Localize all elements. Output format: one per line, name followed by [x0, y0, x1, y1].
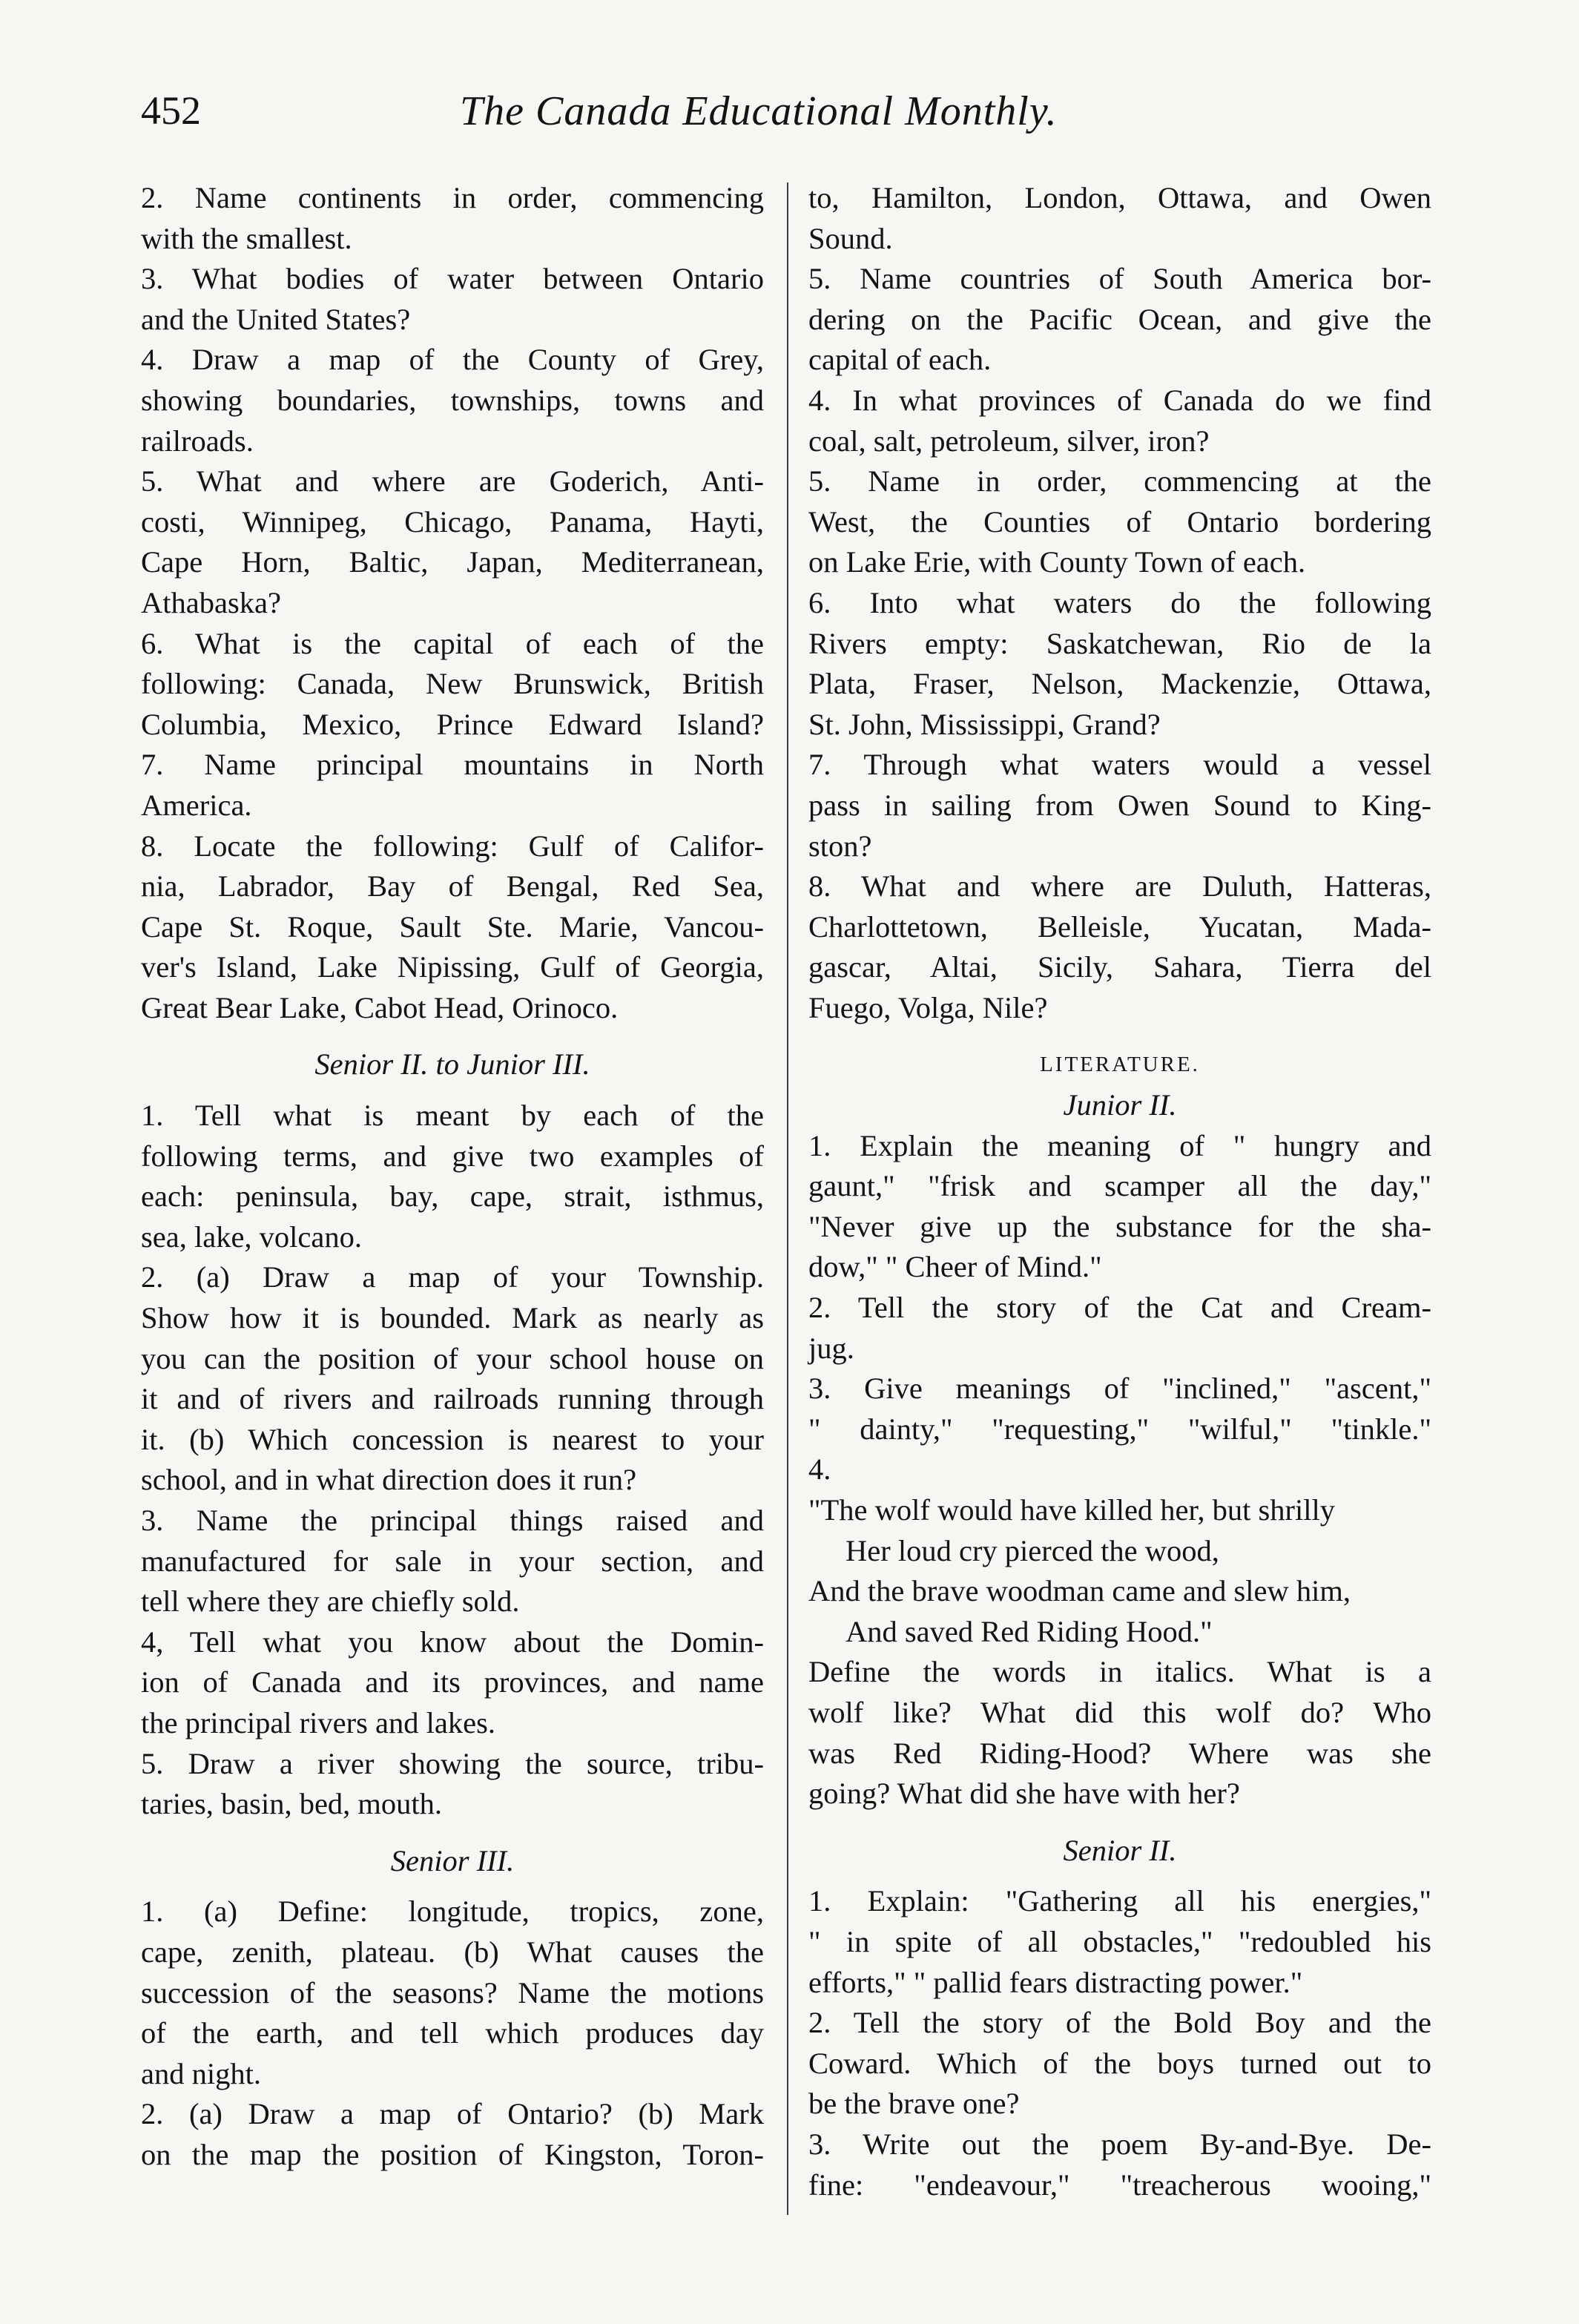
text-line: wolf like? What did this wolf do? Who — [808, 1695, 1431, 1729]
text-line: Athabaska? — [141, 585, 281, 619]
section-heading: Junior II. — [1063, 1088, 1177, 1122]
section-spacer — [808, 1028, 1431, 1044]
text-line: Columbia, Mexico, Prince Edward Island? — [141, 707, 764, 741]
text-line: 8. Locate the following: Gulf of Califor- — [141, 829, 764, 863]
text-line: 3. Write out the poem By-and-Bye. De- — [808, 2127, 1431, 2161]
text-line: " in spite of all obstacles," "redoubled his — [808, 1924, 1431, 1958]
text-line: West, the Counties of Ontario bordering — [808, 504, 1431, 539]
text-line: nia, Labrador, Bay of Bengal, Red Sea, — [141, 869, 764, 903]
text-line: And saved Red Riding Hood." — [845, 1614, 1213, 1648]
text-line: Fuego, Volga, Nile? — [808, 990, 1048, 1024]
text-line: 2. Name continents in order, commencing — [141, 181, 764, 214]
text-line: pass in sailing from Owen Sound to King- — [808, 788, 1431, 822]
text-line: 3. Give meanings of "inclined," "ascent," — [808, 1372, 1431, 1406]
section-heading: Senior III. — [390, 1843, 515, 1877]
page-number: 452 — [141, 88, 201, 133]
column-divider — [787, 182, 788, 2215]
text-line: 6. Into what waters do the following — [808, 585, 1431, 619]
text-line: with the smallest. — [141, 221, 352, 255]
text-line: " dainty," "requesting," "wilful," "tinkle." — [808, 1412, 1431, 1446]
text-line: was Red Riding-Hood? Where was she — [808, 1736, 1431, 1770]
text-line: 2. (a) Draw a map of Ontario? (b) Mark — [141, 2097, 764, 2131]
text-line: Cape St. Roque, Sault Ste. Marie, Vancou- — [141, 909, 764, 944]
text-line: Plata, Fraser, Nelson, Mackenzie, Ottawa, — [808, 667, 1431, 701]
text-line: it. (b) Which concession is nearest to your — [141, 1422, 764, 1456]
text-line: 4, Tell what you know about the Domin- — [141, 1625, 764, 1659]
text-line: coal, salt, petroleum, silver, iron? — [808, 424, 1210, 458]
text-line: 5. Name countries of South America bor- — [808, 262, 1431, 296]
text-line: Her loud cry pierced the wood, — [845, 1533, 1219, 1567]
text-line: St. John, Mississippi, Grand? — [808, 707, 1161, 741]
text-line: Charlottetown, Belleisle, Yucatan, Mada- — [808, 909, 1431, 944]
text-line: 1. Explain: "Gathering all his energies," — [808, 1884, 1431, 1918]
heading-gap — [808, 1871, 1431, 1881]
section-spacer — [141, 1825, 764, 1841]
text-line: succession of the seasons? Name the motions — [141, 1975, 764, 2009]
text-line: 1. Explain the meaning of " hungry and — [808, 1128, 1431, 1162]
text-line: going? What did she have with her? — [808, 1777, 1240, 1811]
section-heading: LITERATURE. — [1040, 1053, 1200, 1077]
text-line: Show how it is bounded. Mark as nearly as — [141, 1301, 764, 1335]
text-line: jug. — [808, 1331, 854, 1365]
text-line: following terms, and give two examples of — [141, 1139, 764, 1173]
text-line: on Lake Erie, with County Town of each. — [808, 545, 1306, 579]
section-spacer — [141, 1028, 764, 1044]
text-line: Cape Horn, Baltic, Japan, Mediterranean, — [141, 545, 764, 579]
text-line: 8. What and where are Duluth, Hatteras, — [808, 869, 1431, 903]
text-line: Sound. — [808, 221, 893, 255]
text-line: cape, zenith, plateau. (b) What causes the — [141, 1935, 764, 1969]
text-line: 4. In what provinces of Canada do we find — [808, 383, 1431, 417]
text-line: on the map the position of Kingston, Toron- — [141, 2137, 764, 2171]
text-line: 2. Tell the story of the Cat and Cream- — [808, 1291, 1431, 1325]
text-line: 1. (a) Define: longitude, tropics, zone, — [141, 1895, 764, 1929]
text-line: And the brave woodman came and slew him, — [808, 1574, 1351, 1608]
text-line: Coward. Which of the boys turned out to — [808, 2046, 1431, 2080]
text-line: each: peninsula, bay, cape, strait, isthmus, — [141, 1179, 764, 1214]
text-line: 2. (a) Draw a map of your Township. — [141, 1260, 764, 1294]
text-line: "The wolf would have killed her, but shrilly — [808, 1493, 1336, 1527]
right-column — [808, 178, 1431, 2205]
text-line: capital of each. — [808, 343, 992, 377]
section-heading: Senior II. — [1063, 1833, 1177, 1867]
text-line: Great Bear Lake, Cabot Head, Orinoco. — [141, 990, 619, 1024]
section-spacer — [808, 1814, 1431, 1831]
text-line: 1. Tell what is meant by each of the — [141, 1099, 764, 1133]
text-line: dering on the Pacific Ocean, and give the — [808, 302, 1431, 336]
text-line: 3. Name the principal things raised and — [141, 1504, 764, 1537]
text-line: to, Hamilton, London, Ottawa, and Owen — [808, 181, 1431, 214]
text-line: "Never give up the substance for the sha- — [808, 1209, 1431, 1243]
text-line: 5. Draw a river showing the source, tribu- — [141, 1746, 764, 1780]
text-line: following: Canada, New Brunswick, British — [141, 667, 764, 701]
text-line: and the United States? — [141, 302, 411, 336]
text-line: 7. Through what waters would a vessel — [808, 748, 1431, 782]
text-line: school, and in what direction does it run? — [141, 1463, 637, 1497]
text-line: ver's Island, Lake Nipissing, Gulf of Georgia, — [141, 950, 764, 984]
text-line: it and of rivers and railroads running through — [141, 1382, 764, 1416]
text-line: ion of Canada and its provinces, and name — [141, 1665, 764, 1699]
text-line: 4. Draw a map of the County of Grey, — [141, 343, 764, 377]
text-line: fine: "endeavour," "treacherous wooing," — [808, 2167, 1431, 2202]
text-line: tell where they are chiefly sold. — [141, 1584, 520, 1619]
left-column — [141, 178, 764, 2176]
text-line: railroads. — [141, 424, 254, 458]
running-title: The Canada Educational Monthly. — [460, 88, 1058, 134]
text-line: ston? — [808, 829, 872, 863]
text-line: gaunt," "frisk and scamper all the day," — [808, 1169, 1431, 1203]
text-line: showing boundaries, townships, towns and — [141, 383, 764, 417]
text-line: 5. What and where are Goderich, Anti- — [141, 464, 764, 498]
text-line: manufactured for sale in your section, and — [141, 1544, 764, 1578]
heading-gap — [141, 1881, 764, 1892]
text-line: and night. — [141, 2056, 261, 2090]
text-line: 4. — [808, 1452, 831, 1487]
text-line: sea, lake, volcano. — [141, 1219, 362, 1254]
text-line: 6. What is the capital of each of the — [141, 626, 764, 660]
page-header — [141, 88, 1446, 147]
text-line: of the earth, and tell which produces day — [141, 2016, 764, 2050]
text-line: be the brave one? — [808, 2087, 1020, 2121]
text-line: 7. Name principal mountains in North — [141, 748, 764, 782]
text-line: 3. What bodies of water between Ontario — [141, 262, 764, 296]
text-line: Define the words in italics. What is a — [808, 1655, 1431, 1689]
text-line: the principal rivers and lakes. — [141, 1705, 495, 1739]
text-line: taries, basin, bed, mouth. — [141, 1787, 443, 1821]
text-line: dow," " Cheer of Mind." — [808, 1250, 1102, 1284]
text-line: costi, Winnipeg, Chicago, Panama, Hayti, — [141, 504, 764, 539]
text-line: Rivers empty: Saskatchewan, Rio de la — [808, 626, 1431, 660]
section-heading: Senior II. to Junior III. — [314, 1047, 590, 1082]
text-line: gascar, Altai, Sicily, Sahara, Tierra del — [808, 950, 1431, 984]
text-line: 5. Name in order, commencing at the — [808, 464, 1431, 498]
text-line: America. — [141, 788, 252, 822]
heading-gap — [141, 1085, 764, 1096]
text-line: 2. Tell the story of the Bold Boy and the — [808, 2006, 1431, 2040]
text-line: you can the position of your school house on — [141, 1341, 764, 1375]
text-line: efforts," " pallid fears distracting power." — [808, 1965, 1303, 1999]
